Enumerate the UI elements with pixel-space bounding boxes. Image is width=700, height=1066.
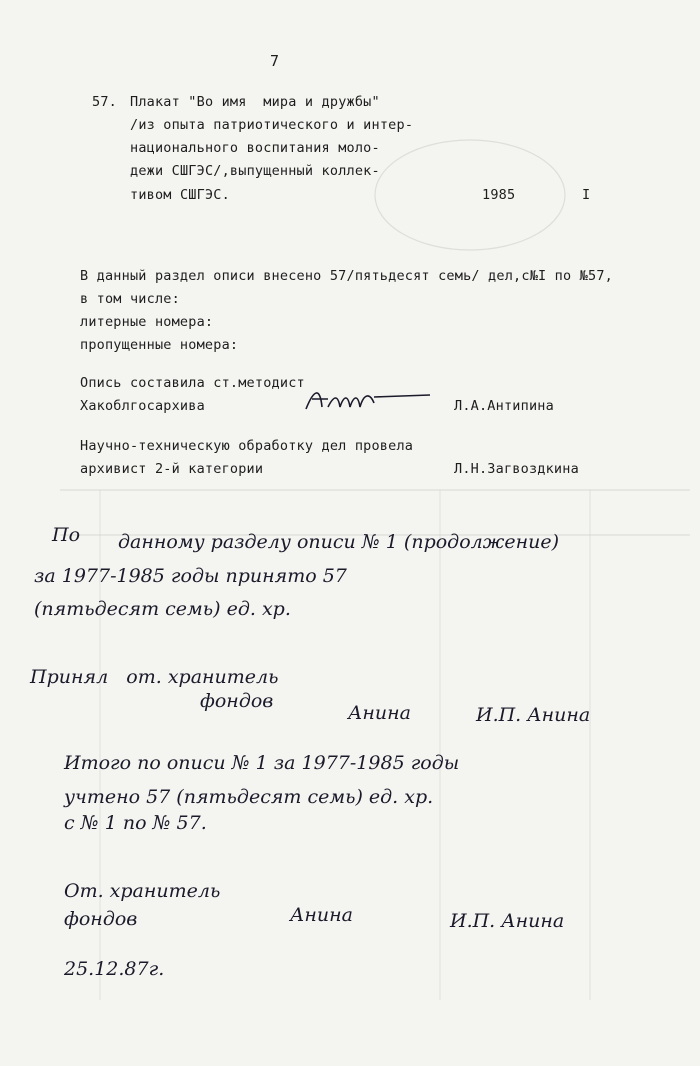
hand-received-name: И.П. Анина — [476, 704, 591, 726]
item-line-2: /из опыта патриотического и интер- — [130, 117, 414, 133]
compiled-line-1: Опись составила ст.методист — [80, 375, 305, 391]
page-number: 7 — [270, 52, 280, 70]
hand-accepted-1: По — [52, 524, 81, 546]
summary-line-1: В данный раздел описи внесено 57/пятьдесят семь/ дел,с№I по №57, — [80, 268, 613, 284]
item-year: 1985 — [482, 187, 516, 203]
summary-line-3: литерные номера: — [80, 314, 214, 330]
hand-received-signature: Анина — [348, 702, 411, 724]
compiled-name: Л.А.Антипина — [454, 398, 554, 414]
hand-keeper-signature: Анина — [290, 904, 353, 926]
hand-accepted-3: (пятьдесят семь) ед. хр. — [34, 598, 291, 620]
hand-total-1: Итого по описи № 1 за 1977-1985 годы — [64, 752, 460, 774]
item-count: I — [582, 187, 591, 203]
hand-keeper-name: И.П. Анина — [450, 910, 565, 932]
item-number: 57. — [92, 94, 117, 110]
hand-total-3: с № 1 по № 57. — [64, 812, 207, 834]
hand-keeper-2: фондов — [64, 908, 138, 930]
processed-name: Л.Н.Загвоздкина — [454, 461, 579, 477]
item-line-3: национального воспитания моло- — [130, 140, 380, 156]
summary-line-2: в том числе: — [80, 291, 180, 307]
hand-accepted-2: за 1977-1985 годы принято 57 — [34, 565, 347, 587]
signature-antipina — [300, 385, 440, 415]
hand-received-1: Принял от. хранитель — [30, 666, 279, 688]
hand-received-2: фондов — [200, 690, 274, 712]
item-line-1: Плакат "Во имя мира и дружбы" — [130, 94, 380, 110]
hand-keeper-1: От. хранитель — [64, 880, 221, 902]
hand-date: 25.12.87г. — [64, 958, 165, 980]
item-line-4: дежи СШГЭС/,выпущенный коллек- — [130, 163, 380, 179]
summary-line-4: пропущенные номера: — [80, 337, 239, 353]
hand-accepted-1b: данному разделу описи № 1 (продолжение) — [118, 531, 560, 553]
processed-line-2: архивист 2-й категории — [80, 461, 264, 477]
processed-line-1: Научно-техническую обработку дел провела — [80, 438, 414, 454]
hand-total-2: учтено 57 (пятьдесят семь) ед. хр. — [64, 786, 434, 808]
item-line-5: тивом СШГЭС. — [130, 187, 230, 203]
compiled-line-2: Хакоблгосархива — [80, 398, 205, 414]
